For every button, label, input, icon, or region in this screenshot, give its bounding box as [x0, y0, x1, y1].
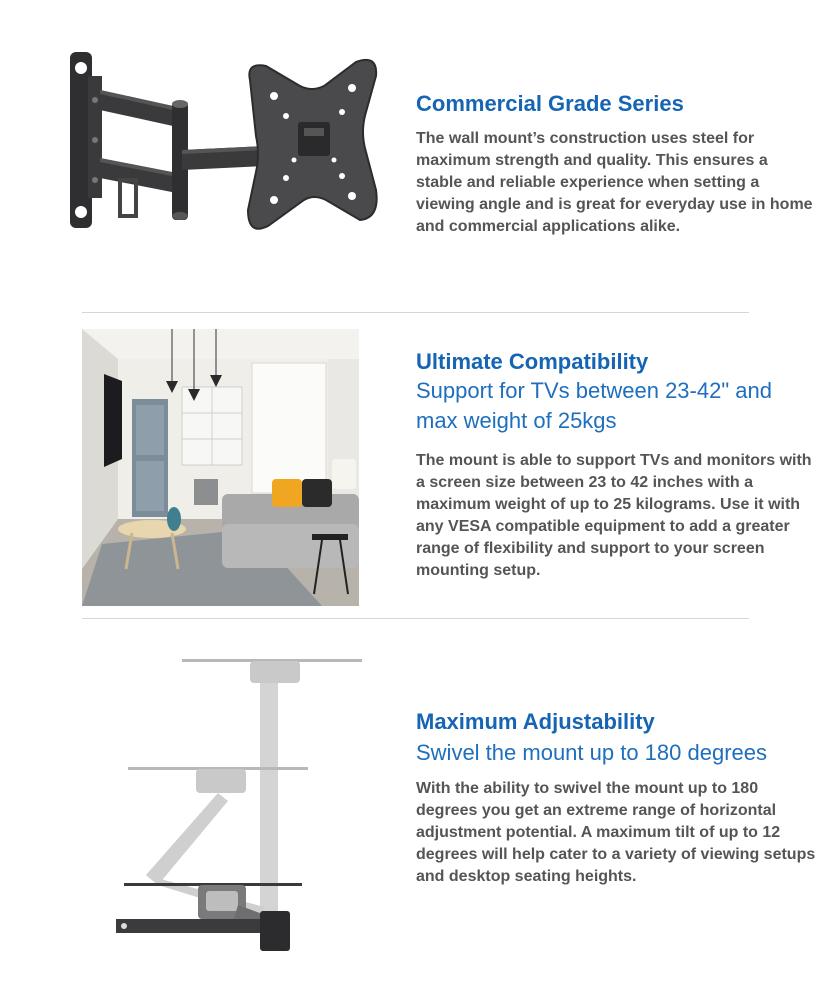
- wall-mount-product-image: [60, 40, 390, 295]
- section-body: The wall mount’s construction uses steel for maximum strength and quality. This ensures a stable and reliable experience when setting a viewing angle and is great for everyday use in home and commercial applications alike.: [416, 130, 813, 235]
- living-room-photo: [82, 329, 359, 606]
- section-text: [416, 90, 816, 238]
- section-subtitle: Swivel the mount up to 180 degrees: [416, 740, 768, 765]
- section-body: The mount is able to support TVs and monitors with a screen size between 23 to 42 inches with a maximum weight of up to 25 kilograms. Use it with any VESA compatible equipment to add a greater range of flexibility and support to your screen mounting setup.: [416, 452, 812, 579]
- section-body: With the ability to swivel the mount up to 180 degrees you get an extreme range of horizontal adjustment potential. A maximum tilt of up to 12 degrees will help cater to a variety of viewing setups and desktop seating heights.: [416, 780, 816, 885]
- section-title: Maximum Adjustability: [416, 709, 655, 734]
- section-commercial-grade: [0, 0, 832, 312]
- section-compatibility: [0, 313, 832, 618]
- section-title: Commercial Grade Series: [416, 91, 684, 116]
- section-title: Ultimate Compatibility: [416, 349, 649, 374]
- section-text: [416, 348, 816, 582]
- section-text: [416, 708, 816, 888]
- swivel-diagram-image: [100, 647, 380, 967]
- section-adjustability: [0, 619, 832, 1000]
- section-subtitle: Support for TVs between 23-42" and max weight of 25kgs: [416, 378, 772, 433]
